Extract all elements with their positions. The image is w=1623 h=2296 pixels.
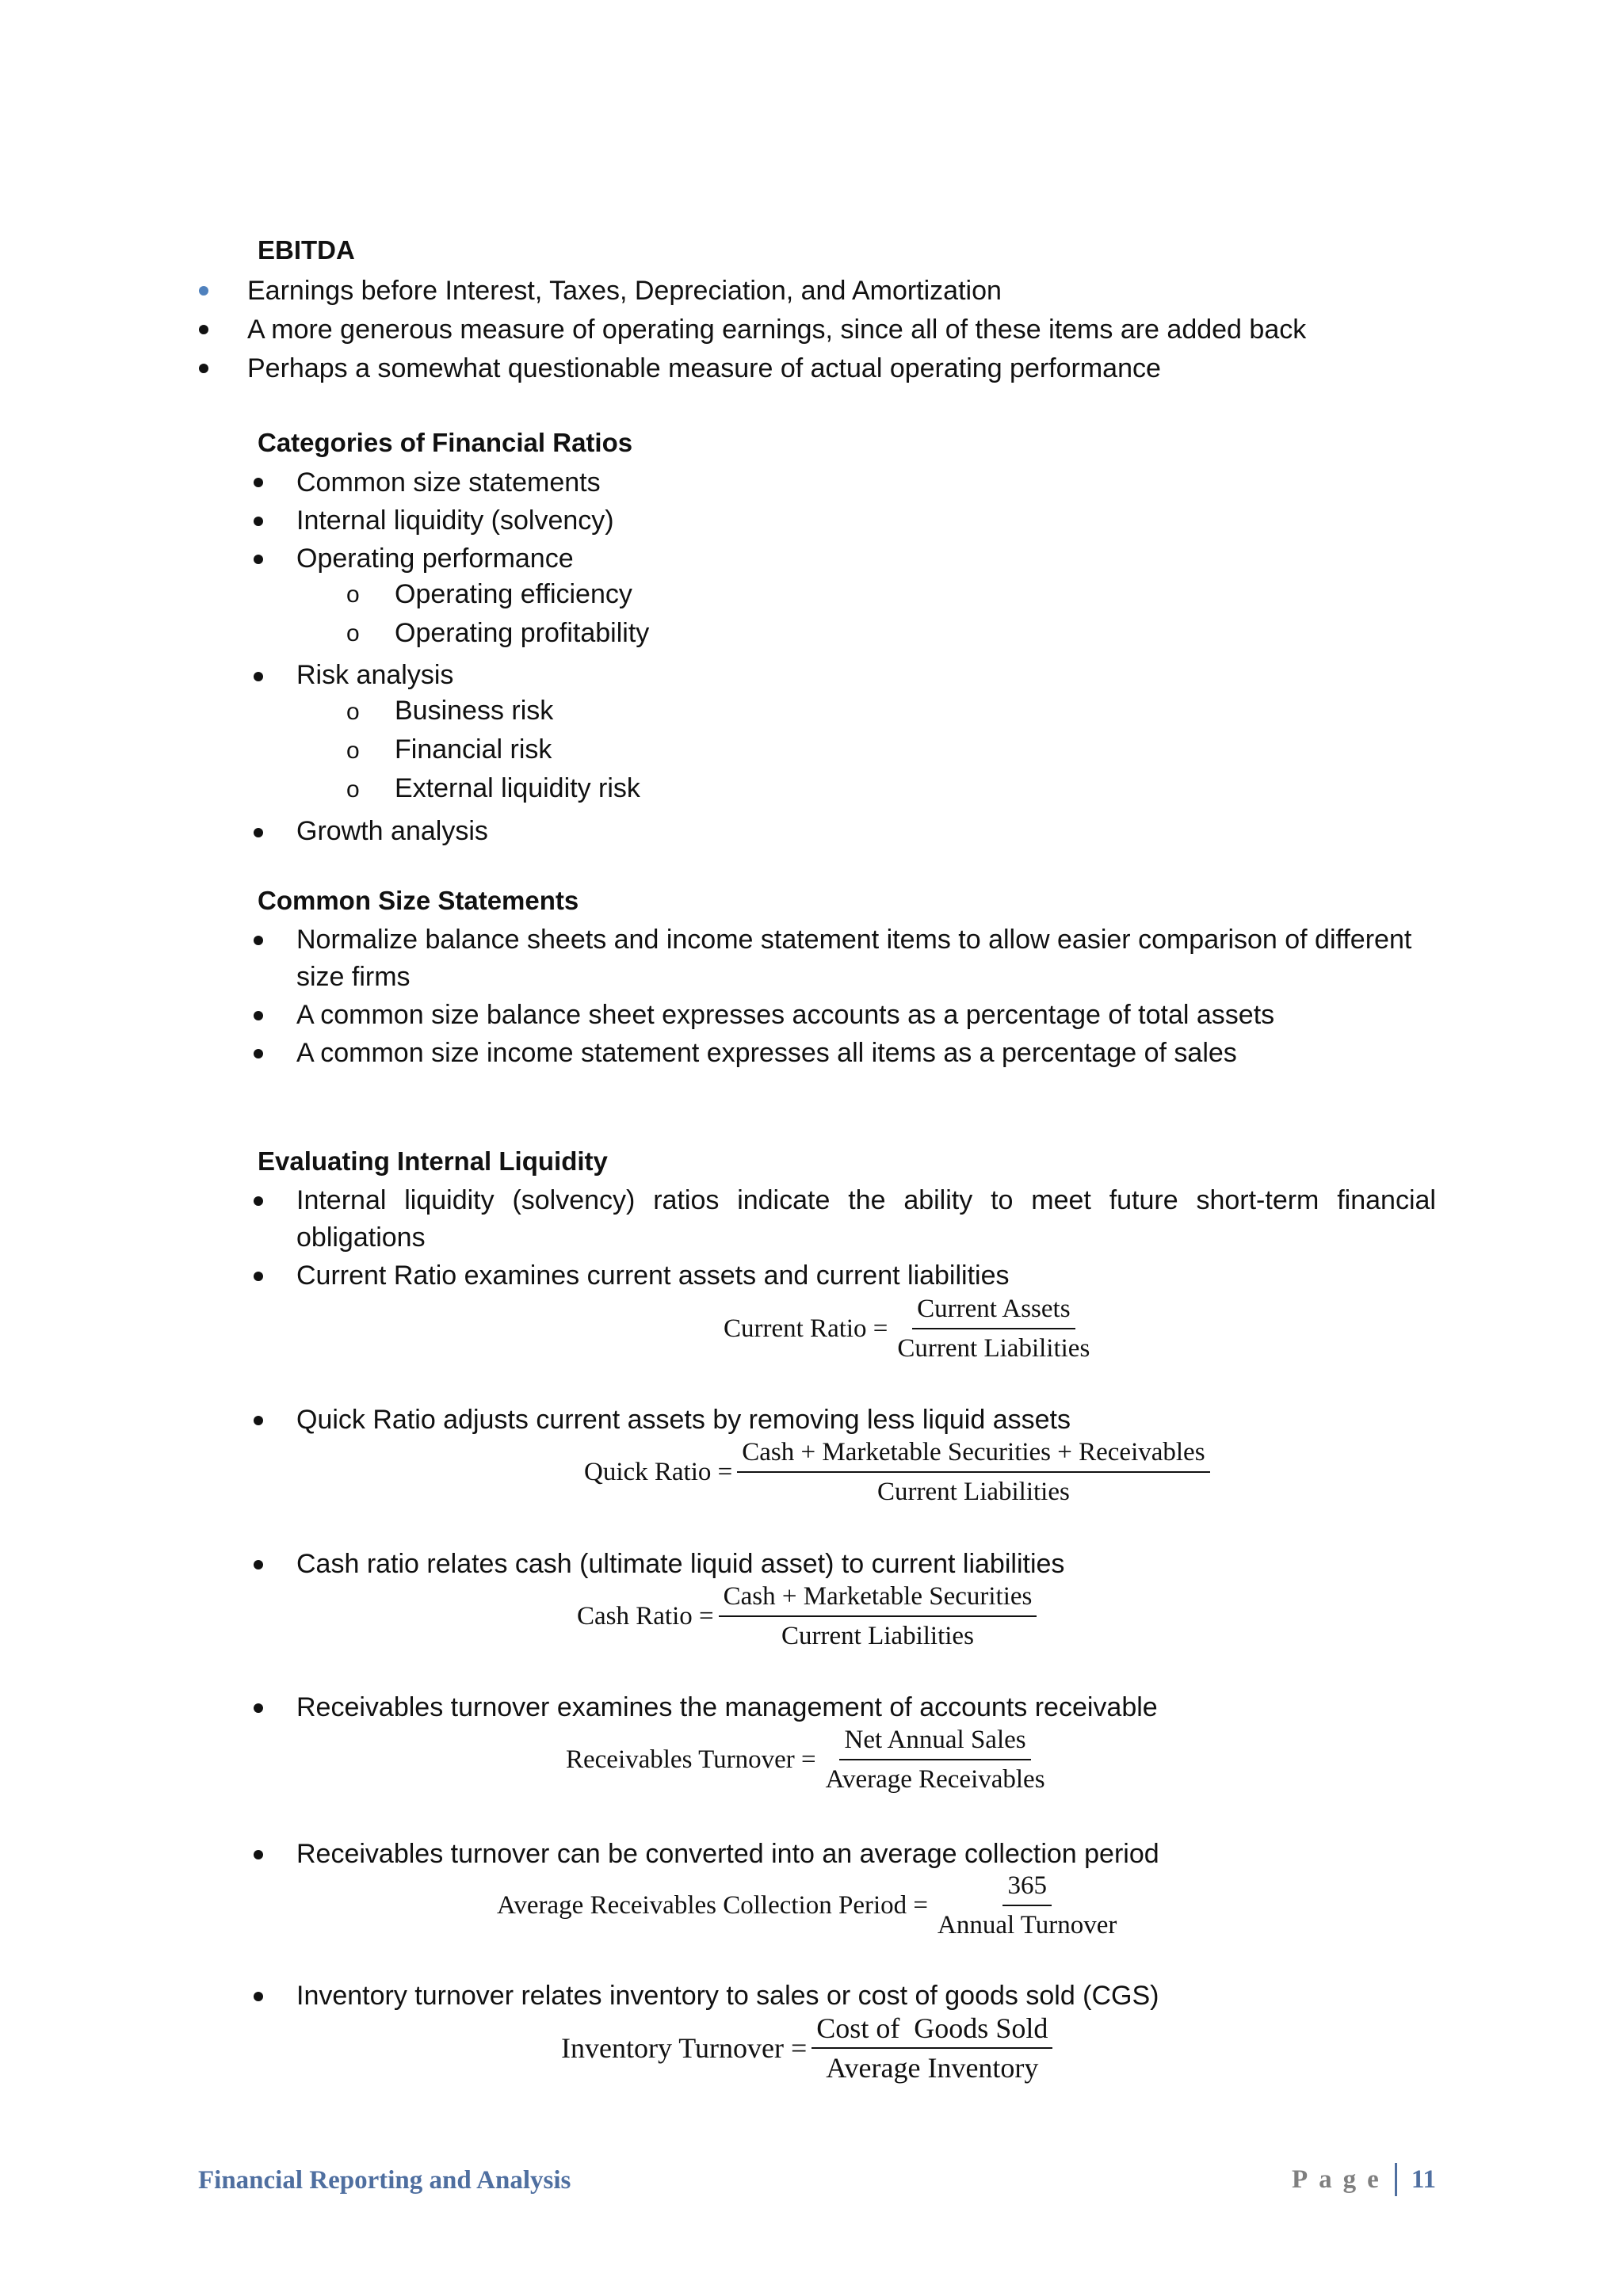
- formula-lhs: Current Ratio =: [724, 1314, 888, 1343]
- formula-denominator: Current Liabilities: [876, 1478, 1070, 1506]
- bullet-icon: [254, 517, 263, 526]
- sub-item: Operating profitability: [395, 618, 650, 648]
- formula-denominator: Average Inventory: [826, 2052, 1039, 2084]
- common-size-item: A common size income statement expresses all items as a percentage of sales: [296, 1038, 1237, 1068]
- sub-item: Business risk: [395, 696, 554, 726]
- cash-ratio-text: Cash ratio relates cash (ultimate liquid asset) to current liabilities: [296, 1549, 1065, 1579]
- formula-lhs: Inventory Turnover =: [561, 2032, 808, 2064]
- bullet-icon: [254, 1196, 263, 1206]
- bullet-icon: [199, 286, 208, 296]
- intro-word: financial: [1337, 1185, 1436, 1215]
- formula-numerator: Current Assets: [912, 1293, 1075, 1329]
- quick-ratio-text: Quick Ratio adjusts current assets by removing less liquid assets: [296, 1405, 1071, 1435]
- sub-item: Operating efficiency: [395, 579, 632, 609]
- formula-lhs: Average Receivables Collection Period =: [497, 1890, 928, 1920]
- bullet-icon: [254, 828, 263, 837]
- current-ratio-formula: [724, 1293, 1094, 1364]
- bullet-icon: [254, 1049, 263, 1058]
- common-size-heading: Common Size Statements: [258, 886, 579, 915]
- category-item: Risk analysis: [296, 660, 454, 690]
- category-item: Internal liquidity (solvency): [296, 505, 614, 536]
- formula-numerator: Cost of Goods Sold: [812, 2012, 1052, 2049]
- receivables-turnover-formula: [566, 1724, 1050, 1795]
- page-number: 11: [1411, 2164, 1436, 2194]
- formula-fraction: [933, 1870, 1121, 1941]
- page-number-block: [1292, 2163, 1436, 2196]
- intro-word: short-term: [1196, 1185, 1319, 1215]
- formula-numerator: Cash + Marketable Securities: [719, 1581, 1037, 1617]
- collection-period-formula: [497, 1870, 1121, 1941]
- category-item: Common size statements: [296, 467, 601, 498]
- bullet-icon: [254, 1272, 263, 1281]
- liquidity-intro-continued: obligations: [296, 1222, 426, 1253]
- sub-item: External liquidity risk: [395, 773, 640, 803]
- ebitda-heading: EBITDA: [258, 235, 355, 265]
- bullet-icon: [199, 325, 208, 334]
- bullet-icon: [254, 1011, 263, 1020]
- current-ratio-text: Current Ratio examines current assets and current liabilities: [296, 1261, 1010, 1291]
- inventory-turnover-text: Inventory turnover relates inventory to sales or cost of goods sold (CGS): [296, 1981, 1159, 2011]
- bullet-icon: [254, 1992, 263, 2001]
- intro-word: to: [991, 1185, 1014, 1215]
- formula-fraction: [812, 2012, 1052, 2084]
- liquidity-heading: Evaluating Internal Liquidity: [258, 1146, 608, 1176]
- ebitda-item: Earnings before Interest, Taxes, Depreciation, and Amortization: [247, 276, 1002, 306]
- sub-item: Financial risk: [395, 734, 552, 765]
- bullet-icon: [254, 1416, 263, 1425]
- categories-heading: Categories of Financial Ratios: [258, 428, 633, 457]
- ebitda-item: Perhaps a somewhat questionable measure of actual operating performance: [247, 353, 1161, 383]
- category-item: Growth analysis: [296, 816, 488, 846]
- intro-word: ratios: [653, 1185, 720, 1215]
- bullet-icon: [254, 936, 263, 945]
- bullet-icon: [199, 364, 208, 373]
- cash-ratio-formula: [577, 1581, 1037, 1652]
- bullet-icon: [254, 1560, 263, 1569]
- formula-lhs: Receivables Turnover =: [566, 1745, 816, 1774]
- footer-title: Financial Reporting and Analysis: [198, 2166, 571, 2195]
- formula-denominator: Current Liabilities: [897, 1334, 1090, 1363]
- collection-period-text: Receivables turnover can be converted into an average collection period: [296, 1839, 1159, 1869]
- bullet-icon: [254, 1850, 263, 1859]
- formula-denominator: Annual Turnover: [937, 1911, 1117, 1939]
- intro-word: the: [848, 1185, 886, 1215]
- formula-fraction: [892, 1293, 1094, 1364]
- sub-bullet-marker: o: [346, 699, 360, 725]
- sub-bullet-marker: o: [346, 776, 360, 803]
- intro-word: meet: [1031, 1185, 1091, 1215]
- quick-ratio-formula: [584, 1436, 1210, 1508]
- ebitda-item: A more generous measure of operating earnings, since all of these items are added back: [247, 315, 1307, 345]
- formula-lhs: Cash Ratio =: [577, 1601, 714, 1630]
- liquidity-intro: [296, 1183, 1436, 1218]
- common-size-item: Normalize balance sheets and income statement items to allow easier comparison of different: [296, 925, 1412, 955]
- intro-word: Internal: [296, 1185, 387, 1215]
- formula-denominator: Current Liabilities: [781, 1622, 974, 1650]
- formula-numerator: 365: [1002, 1870, 1052, 1906]
- bullet-icon: [254, 555, 263, 564]
- bullet-icon: [254, 478, 263, 487]
- common-size-item-continued: size firms: [296, 962, 411, 992]
- formula-fraction: [821, 1724, 1050, 1795]
- page-separator: [1395, 2163, 1397, 2196]
- formula-numerator: Net Annual Sales: [839, 1724, 1030, 1760]
- intro-word: (solvency): [512, 1185, 636, 1215]
- formula-denominator: Average Receivables: [825, 1765, 1045, 1794]
- bullet-icon: [254, 672, 263, 681]
- sub-bullet-marker: o: [346, 738, 360, 764]
- sub-bullet-marker: o: [346, 582, 360, 608]
- inventory-turnover-formula: [561, 2012, 1052, 2084]
- intro-word: liquidity: [404, 1185, 495, 1215]
- category-item: Operating performance: [296, 543, 574, 574]
- bullet-icon: [254, 1703, 263, 1713]
- common-size-item: A common size balance sheet expresses accounts as a percentage of total assets: [296, 1000, 1275, 1030]
- intro-word: future: [1109, 1185, 1178, 1215]
- page-label: Page: [1292, 2164, 1390, 2194]
- sub-bullet-marker: o: [346, 620, 360, 646]
- intro-word: ability: [903, 1185, 973, 1215]
- formula-fraction: [719, 1581, 1037, 1652]
- receivables-turnover-text: Receivables turnover examines the management of accounts receivable: [296, 1692, 1158, 1722]
- formula-lhs: Quick Ratio =: [584, 1457, 733, 1486]
- formula-fraction: [737, 1436, 1209, 1508]
- intro-word: indicate: [737, 1185, 831, 1215]
- formula-numerator: Cash + Marketable Securities + Receivables: [737, 1436, 1209, 1473]
